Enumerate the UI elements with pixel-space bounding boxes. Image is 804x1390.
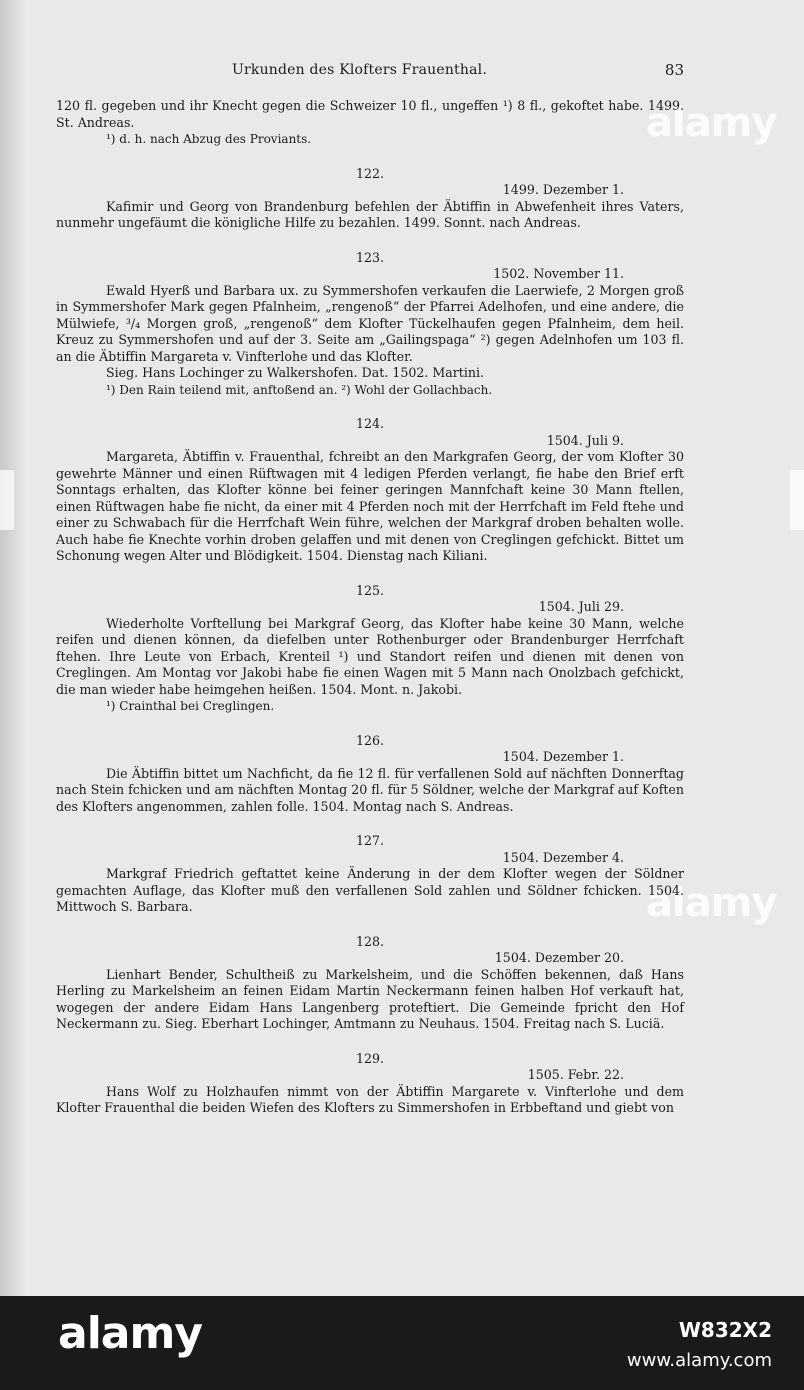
entry-number: 126. — [355, 732, 385, 748]
entry-text: Markgraf Friedrich geftattet keine Änderung in der dem Klofter wegen der Söldner gemachten Auflage, das Klofter muß den verfallenen Sold zahlen und Söldner fchicken. 1504. Mittwoch S. Barbara. — [56, 866, 684, 914]
stock-footer-bar — [0, 1296, 804, 1390]
page-title: Urkunden des Klofters Frauenthal. — [232, 62, 487, 78]
watermark-edge — [0, 470, 14, 530]
entry-text: Die Äbtiffin bittet um Nachficht, da fie 12 fl. für verfallenen Sold auf nächften Donnerftag nach Stein fchicken und am nächften Montag 20 fl. für 5 Söldner, welche der Markgraf auf Koften des Klofters angenommen, zahlen folle. 1504. Montag nach S. Andreas. — [56, 765, 684, 814]
entry-date: 1504. Dezember 20. — [494, 950, 624, 965]
entry-date: 1504. Dezember 1. — [502, 749, 624, 764]
entry-date: 1502. November 11. — [493, 266, 624, 281]
entry-date: 1505. Febr. 22. — [527, 1067, 624, 1082]
entry-number: 128. — [355, 933, 385, 949]
footnote: ¹) Den Rain teilend mit, anftoßend an. ²) Wohl der Gollachbach. — [106, 382, 493, 397]
entry-number: 124. — [355, 416, 385, 431]
entry-date: 1504. Juli 29. — [538, 599, 624, 614]
entry-number: 127. — [355, 833, 385, 848]
page-body — [56, 62, 684, 1117]
entry-date: 1504. Juli 9. — [546, 432, 624, 448]
entry-date: 1504. Dezember 4. — [502, 849, 624, 865]
watermark-logo: alamy — [646, 100, 777, 146]
entry-number: 123. — [355, 249, 385, 265]
entry-text: Margareta, Äbtiffin v. Frauenthal, fchreibt an den Markgrafen Georg, der vom Klofter 30 gewehrte Männer und einen Rüftwagen mit 4 ledigen Pferden verlangt, fie habe den Brief erft Sonntags erhalten, das Klofter könne bei feiner geringen Mannfchaft keine 30 Mann ftellen, einen Rüftwagen habe fie nicht, da einer mit 4 Pferden noch mit der Herrfchaft im Feld ftehe und einer zu Schwabach für die Herrfchaft Wein führe, welchen der Markgraf droben behalten wolle. Auch habe fie Knechte vorhin droben gelaffen und mit denen von Creglingen gefchickt. Bittet um Schonung wegen Alter und Blödigkeit. 1504. Dienstag nach Kiliani. — [56, 449, 684, 563]
footnote: ¹) Crainthal bei Creglingen. — [106, 699, 275, 713]
entry-text: Lienhart Bender, Schultheiß zu Markelsheim, und die Schöffen bekennen, daß Hans Herling zu Markelsheim an feinen Eidam Martin Neckermann feinen halben Hof verkauft hat, wogegen der andere Eidam Hans Langenberg proteftiert. Die Gemeinde fpricht den Hof Neckermann zu. Sieg. Eberhart Lochinger, Amtmann zu Neuhaus. 1504. Freitag nach S. Luciä. — [56, 966, 684, 1031]
entry-number: 125. — [355, 582, 385, 598]
alamy-logo: alamy — [58, 1308, 202, 1359]
site-url: www.alamy.com — [626, 1350, 772, 1371]
entry-number: 129. — [355, 1050, 385, 1066]
watermark-logo: alamy — [646, 880, 777, 926]
entry-number: 122. — [355, 165, 385, 181]
footnote: ¹) d. h. nach Abzug des Proviants. — [106, 132, 312, 146]
running-head — [56, 62, 684, 84]
entry-seal: Sieg. Hans Lochinger zu Walkershofen. Dat. 1502. Martini. — [106, 365, 485, 380]
entry-text: Kafimir und Georg von Brandenburg befehlen der Äbtiffin in Abwefenheit ihres Vaters, nunmehr ungefäumt die königliche Hilfe zu bezahlen. 1499. Sonnt. nach Andreas. — [56, 198, 684, 230]
page-number: 83 — [664, 61, 684, 79]
image-code: W832X2 — [678, 1318, 772, 1342]
entry-text: Wiederholte Vorftellung bei Markgraf Georg, das Klofter habe keine 30 Mann, welche reifen und dienen können, da diefelben unter Rothenburger oder Brandenburger Herrfchaft ftehen. Ihre Leute von Erbach, Krenteil ¹) und Standort reifen und dienen mit denen von Creglingen. Am Montag vor Jakobi habe fie einen Wagen mit 5 Mann nach Onolzbach gefchickt, die man wieder habe heimgehen heißen. 1504. Mont. n. Jakobi. — [56, 615, 684, 697]
entry-date: 1499. Dezember 1. — [502, 182, 624, 197]
entry-text: Ewald Hyerß und Barbara ux. zu Symmershofen verkaufen die Laerwiefe, 2 Morgen groß in Symmershofer Mark gegen Pfalnheim, „rengenoß“ der Pfarrei Adelhofen, und eine andere, die Mülwiefe, ³/₄ Morgen groß, „rengenoß“ dem Klofter Tückelhaufen gegen Pfalnheim, dem heil. Kreuz zu Symmershofen und auf der 3. Seite am „Gailingspaga“ ²) gegen Adelnhofen um 103 fl. an die Äbtiffin Margareta v. Vinfterlohe und das Klofter. — [56, 282, 684, 364]
intro-text: 120 fl. gegeben und ihr Knecht gegen die Schweizer 10 fl., ungeffen ¹) 8 fl., gekoftet habe. 1499. St. Andreas. — [56, 98, 684, 130]
watermark-edge — [790, 470, 804, 530]
entry-text: Hans Wolf zu Holzhaufen nimmt von der Äbtiffin Margarete v. Vinfterlohe und dem Klofter Frauenthal die beiden Wiefen des Klofters zu Simmershofen in Erbbeftand und giebt von — [56, 1083, 684, 1115]
